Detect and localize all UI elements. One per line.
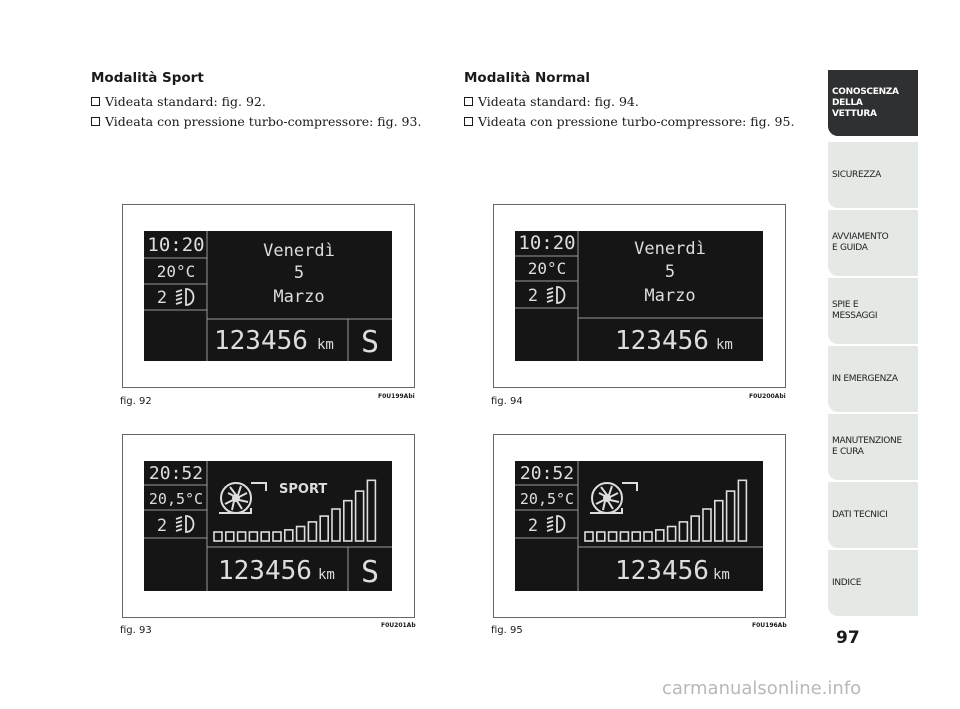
gear-text: 2 — [527, 286, 539, 306]
figure-label: fig. 94 — [491, 396, 523, 407]
figure-code: F0U201Ab — [381, 622, 416, 629]
mode-indicator: S — [360, 555, 380, 590]
tab-dati-tecnici[interactable]: DATI TECNICI — [828, 482, 918, 548]
page-number: 97 — [836, 628, 860, 648]
sport-label: SPORT — [279, 482, 328, 497]
watermark-text: carmanualsonline.info — [662, 678, 862, 699]
figure-code: F0U196Ab — [752, 622, 787, 629]
figure-95 — [491, 434, 787, 636]
odometer-unit: km — [716, 337, 733, 353]
display-screen — [515, 461, 763, 591]
figure-93 — [120, 434, 416, 636]
clock-text: 20:52 — [519, 463, 575, 484]
day-text: Venerdì — [263, 241, 335, 261]
tab-in-emergenza[interactable]: IN EMERGENZA — [828, 346, 918, 412]
section-title: Modalità Normal — [464, 70, 591, 86]
temperature-text: 20,5°C — [519, 490, 575, 508]
checkbox-icon — [464, 97, 473, 106]
month-text: Marzo — [273, 287, 325, 307]
tab-spie-e-messaggi[interactable]: SPIE E MESSAGGI — [828, 278, 918, 344]
list-item: Videata con pressione turbo-compressore: fig. 95. — [464, 112, 794, 132]
figure-92 — [120, 204, 415, 407]
clock-text: 20:52 — [148, 463, 204, 484]
odometer-text: 123456 — [615, 326, 709, 356]
list-item: Videata con pressione turbo-compressore: fig. 93. — [91, 112, 421, 132]
tab-manutenzione-e-cura[interactable]: MANUTENZIONE E CURA — [828, 414, 918, 480]
gear-text: 2 — [156, 288, 168, 308]
temperature-text: 20°C — [527, 259, 567, 278]
tab-sicurezza[interactable]: SICUREZZA — [828, 142, 918, 208]
odometer-text: 123456 — [218, 556, 312, 586]
figure-label: fig. 95 — [491, 625, 523, 636]
figure-94 — [491, 204, 786, 407]
section-sport — [91, 70, 421, 132]
list-item: Videata standard: fig. 92. — [91, 92, 421, 112]
day-text: Venerdì — [634, 239, 706, 259]
figure-code: F0U199Abi — [378, 393, 415, 400]
tab-avviamento-e-guida[interactable]: AVVIAMENTO E GUIDA — [828, 210, 918, 276]
figure-label: fig. 93 — [120, 625, 152, 636]
checkbox-icon — [464, 117, 473, 126]
odometer-text: 123456 — [615, 556, 709, 586]
clock-text: 10:20 — [518, 232, 576, 254]
section-title: Modalità Sport — [91, 70, 204, 86]
section-normal — [464, 70, 794, 132]
checkbox-icon — [91, 97, 100, 106]
tab-conoscenza-della-vettura[interactable]: CONOSCENZA DELLA VETTURA — [828, 70, 918, 136]
temperature-text: 20,5°C — [148, 490, 204, 508]
odometer-unit: km — [713, 567, 730, 583]
date-text: 5 — [293, 263, 305, 283]
list-item: Videata standard: fig. 94. — [464, 92, 794, 112]
temperature-text: 20°C — [156, 262, 196, 281]
checkbox-icon — [91, 117, 100, 126]
figure-code: F0U200Abi — [749, 393, 786, 400]
date-text: 5 — [664, 262, 676, 282]
gear-text: 2 — [156, 516, 168, 536]
display-screen — [144, 461, 392, 591]
mode-indicator: S — [360, 325, 380, 360]
figure-label: fig. 92 — [120, 396, 152, 407]
odometer-unit: km — [318, 567, 335, 583]
odometer-text: 123456 — [214, 326, 308, 356]
display-screen — [515, 231, 763, 361]
clock-text: 10:20 — [147, 234, 205, 256]
display-screen — [144, 231, 392, 361]
month-text: Marzo — [644, 286, 696, 306]
odometer-unit: km — [317, 337, 334, 353]
gear-text: 2 — [527, 516, 539, 536]
tab-indice[interactable]: INDICE — [828, 550, 918, 616]
